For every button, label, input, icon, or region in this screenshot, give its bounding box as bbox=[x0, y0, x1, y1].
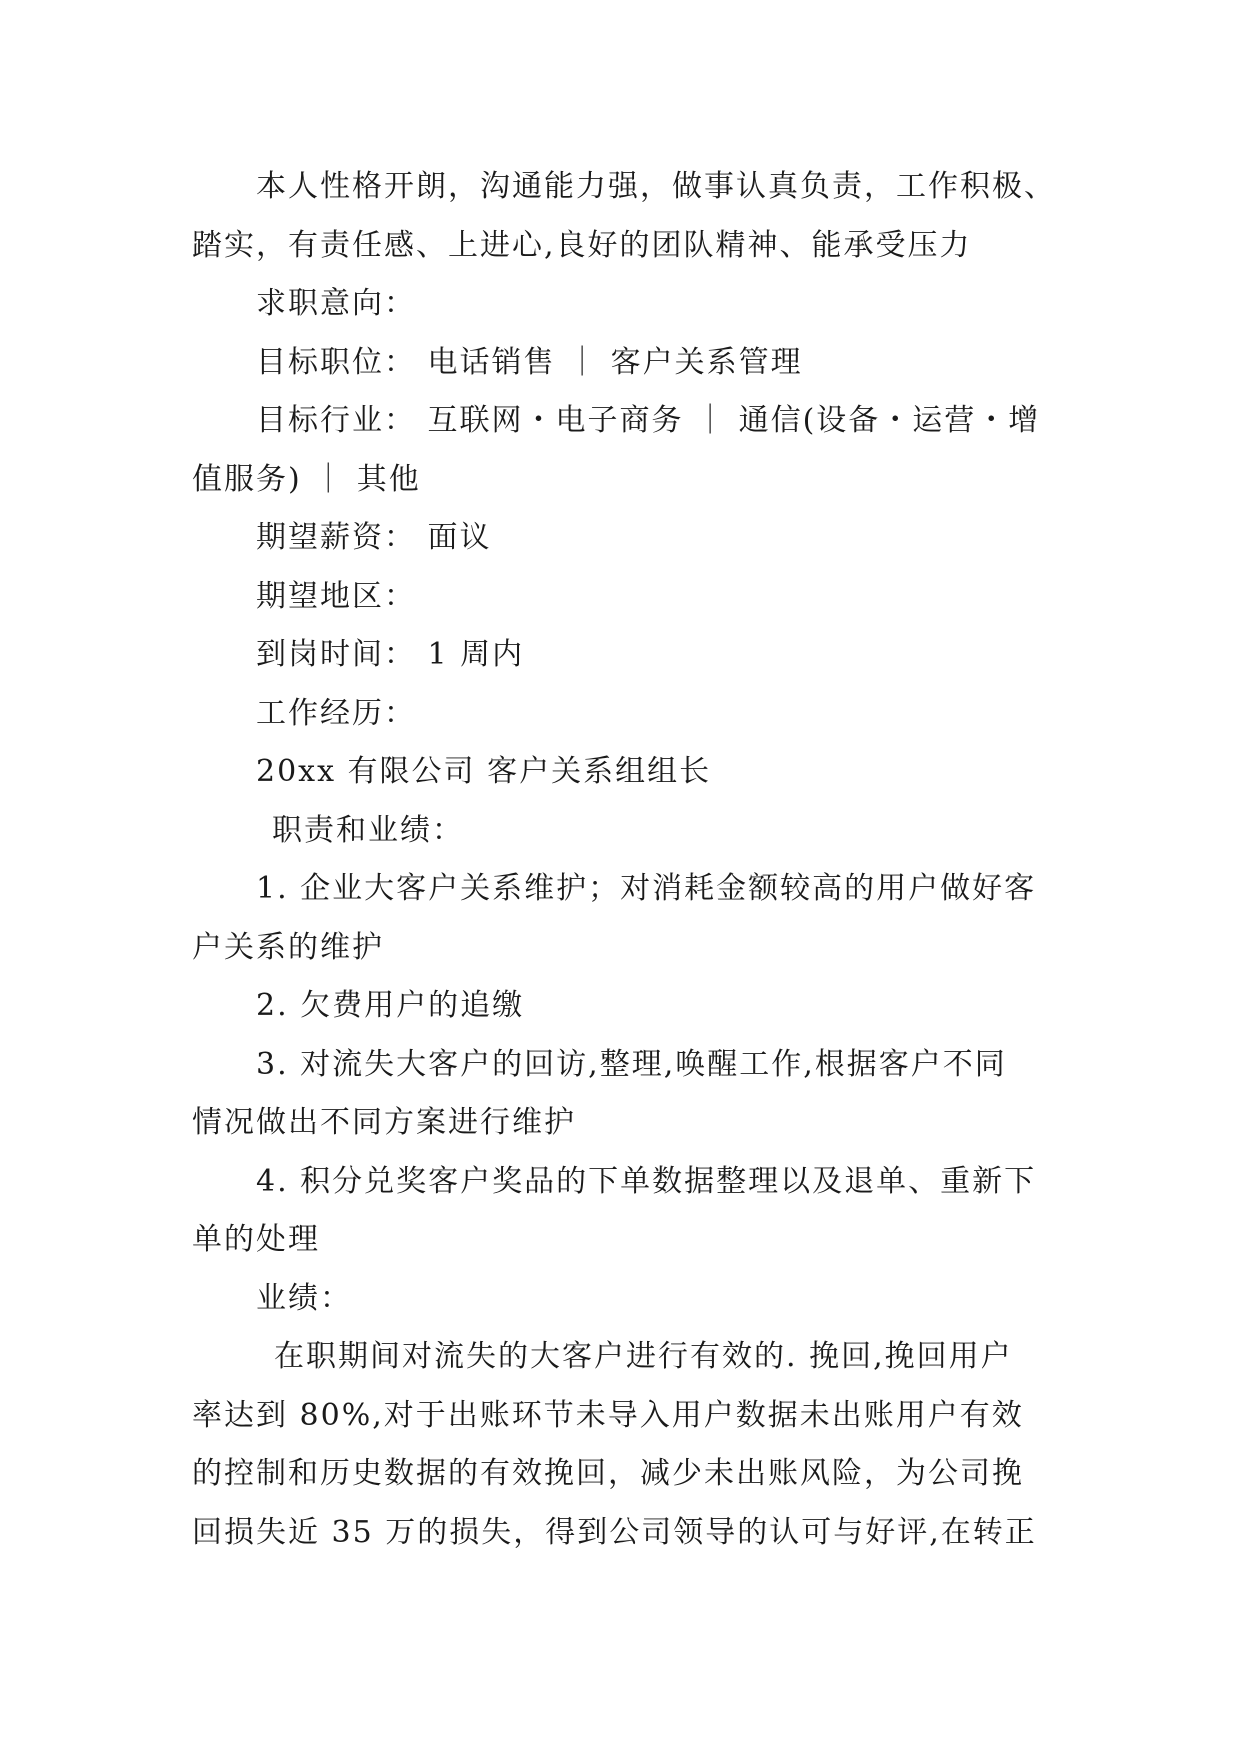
target-industry-line-1: 目标行业： 互联网・电子商务 ｜ 通信(设备・运营・增 bbox=[256, 403, 1041, 438]
duties-heading: 职责和业绩： bbox=[272, 812, 464, 848]
achievements-line-1: 在职期间对流失的大客户进行有效的. 挽回,挽回用户 bbox=[274, 1339, 1013, 1374]
self-evaluation-line-2: 踏实，有责任感、上进心,良好的团队精神、能承受压力 bbox=[192, 227, 972, 263]
duty-3-line-2: 情况做出不同方案进行维护 bbox=[192, 1105, 576, 1140]
start-time: 到岗时间： 1 周内 bbox=[256, 637, 525, 672]
achievements-line-2: 率达到 80%,对于出账环节未导入用户数据未出账用户有效 bbox=[192, 1397, 1024, 1433]
achievements-line-3: 的控制和历史数据的有效挽回，减少未出账风险，为公司挽 bbox=[192, 1456, 1024, 1491]
achievements-heading: 业绩： bbox=[256, 1280, 352, 1316]
expected-salary: 期望薪资： 面议 bbox=[256, 520, 492, 555]
duty-1-line-1: 1. 企业大客户关系维护；对消耗金额较高的用户做好客 bbox=[256, 871, 1037, 906]
self-evaluation-line-1: 本人性格开朗，沟通能力强，做事认真负责，工作积极、 bbox=[256, 169, 1056, 204]
work-experience-heading: 工作经历： bbox=[256, 695, 416, 731]
duty-4-line-2: 单的处理 bbox=[192, 1222, 320, 1257]
target-position: 目标职位： 电话销售 ｜ 客户关系管理 bbox=[256, 344, 803, 380]
duty-4-line-1: 4. 积分兑奖客户奖品的下单数据整理以及退单、重新下 bbox=[256, 1163, 1037, 1199]
company-position: 20xx 有限公司 客户关系组组长 bbox=[256, 754, 712, 789]
duty-3-line-1: 3. 对流失大客户的回访,整理,唤醒工作,根据客户不同 bbox=[256, 1046, 1007, 1082]
document-page bbox=[192, 158, 1056, 1562]
duty-1-line-2: 户关系的维护 bbox=[192, 929, 384, 965]
job-intention-heading: 求职意向： bbox=[256, 286, 416, 321]
target-industry-line-2: 值服务) ｜ 其他 bbox=[192, 461, 421, 497]
duty-2: 2. 欠费用户的追缴 bbox=[256, 988, 525, 1023]
achievements-line-4: 回损失近 35 万的损失，得到公司领导的认可与好评,在转正 bbox=[192, 1514, 1037, 1550]
expected-region: 期望地区： bbox=[256, 578, 416, 614]
